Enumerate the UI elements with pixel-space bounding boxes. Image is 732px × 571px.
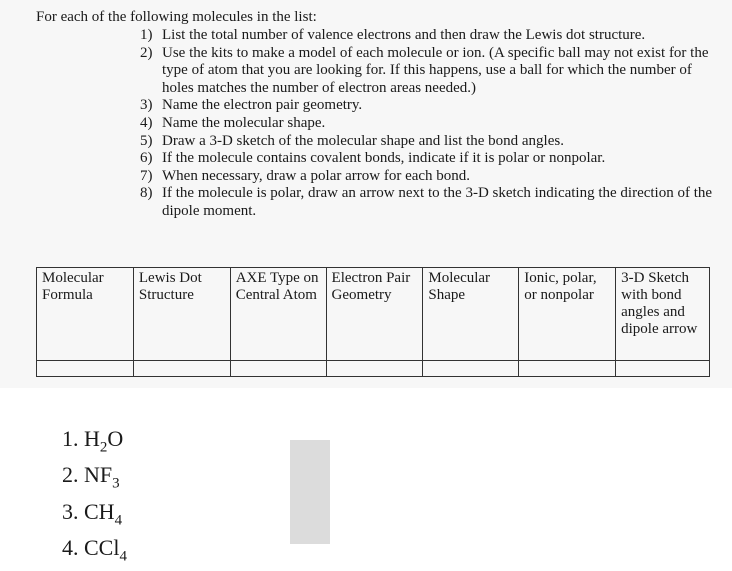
list-item: 4. CCl$_4$ bbox=[62, 535, 127, 565]
header-electron-pair-geometry: Electron Pair Geometry bbox=[326, 268, 423, 361]
step-item: 1) List the total number of valence electrons and then draw the Lewis dot structure. bbox=[140, 27, 646, 43]
step-item: 3) Name the electron pair geometry. bbox=[140, 97, 363, 114]
step-item: 7) When necessary, draw a polar arrow for each bond. bbox=[140, 167, 471, 184]
step-item: 5) Draw a 3-D sketch of the molecular shape and list the bond angles. bbox=[140, 132, 564, 149]
step-item: 6) If the molecule contains covalent bonds, indicate if it is polar or nonpolar. bbox=[140, 150, 606, 167]
table-cell[interactable] bbox=[326, 361, 423, 377]
table-cell[interactable] bbox=[423, 361, 519, 377]
table-cell[interactable] bbox=[230, 361, 326, 377]
header-molecular-shape: Molecular Shape bbox=[423, 268, 519, 361]
table-header-row bbox=[37, 268, 710, 361]
instructions-intro: For each of the following molecules in the list: bbox=[36, 9, 317, 25]
table-cell[interactable] bbox=[37, 361, 134, 377]
table-cell[interactable] bbox=[519, 361, 616, 377]
list-item: 1. $H_2O$ bbox=[62, 426, 124, 456]
step-item: 2) Use the kits to make a model of each molecule or ion. (A specific ball may not exist for the type of atom that you are looking for. If this happens, use a ball for which the number of holes matches the number of electron areas needed.) bbox=[140, 44, 709, 96]
table-row bbox=[37, 361, 710, 377]
header-polarity: Ionic, polar, or nonpolar bbox=[519, 268, 616, 361]
faded-background-block bbox=[290, 440, 330, 544]
header-lewis-dot-structure: Lewis Dot Structure bbox=[133, 268, 230, 361]
bleed-through-text bbox=[420, 4, 424, 20]
list-item: 3. $CH_4$ bbox=[62, 498, 123, 529]
table-cell[interactable] bbox=[616, 361, 710, 377]
instruction-steps bbox=[140, 27, 718, 221]
header-axe-type: AXE Type on Central Atom bbox=[230, 268, 326, 361]
molecule-table bbox=[36, 267, 710, 377]
step-item: 4) Name the molecular shape. bbox=[140, 114, 326, 131]
header-3d-sketch: 3-D Sketch with bond angles and dipole arrow bbox=[616, 268, 710, 361]
molecule-list bbox=[62, 425, 127, 571]
list-item: 2. $NF_3$ bbox=[62, 462, 120, 492]
step-item: 8) If the molecule is polar, draw an arrow next to the 3-D sketch indicating the direction of the dipole moment. bbox=[140, 185, 713, 219]
header-molecular-formula: Molecular Formula bbox=[37, 268, 134, 361]
table-cell[interactable] bbox=[133, 361, 230, 377]
